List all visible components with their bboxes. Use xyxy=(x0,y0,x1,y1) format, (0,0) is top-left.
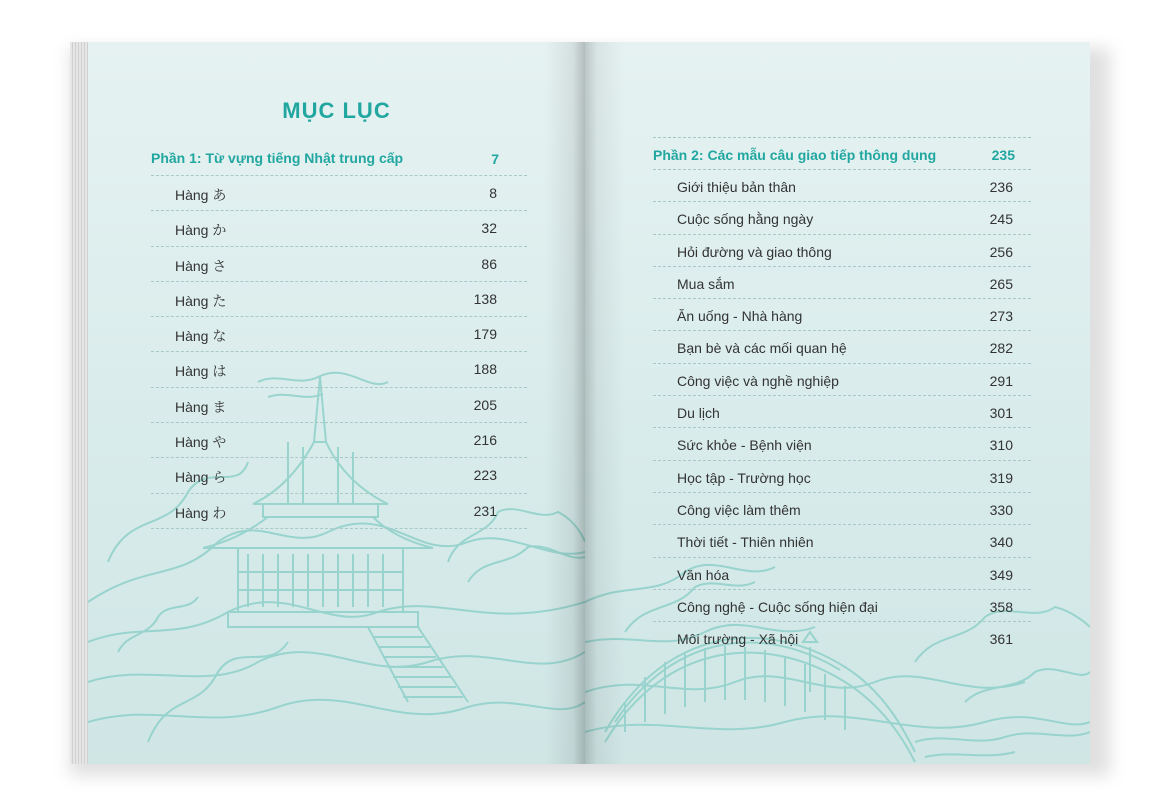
toc-entry[interactable] xyxy=(151,352,527,387)
entry-page-number: 358 xyxy=(989,598,1013,615)
toc-entry[interactable] xyxy=(653,461,1031,493)
toc-entry[interactable] xyxy=(653,525,1031,557)
left-page xyxy=(88,42,585,764)
entry-page-number: 330 xyxy=(989,501,1013,518)
entry-page-number: 223 xyxy=(473,467,497,484)
toc-entry[interactable] xyxy=(151,388,527,423)
entry-label: Hàng ま xyxy=(175,398,227,415)
toc-list-part-2 xyxy=(653,137,1031,653)
entry-page-number: 32 xyxy=(481,220,497,237)
entry-label: Hàng は xyxy=(175,363,227,380)
entry-page-number: 282 xyxy=(989,340,1013,357)
toc-entry[interactable] xyxy=(653,267,1031,299)
toc-title: MỤC LỤC xyxy=(282,98,391,123)
entry-label: Giới thiệu bản thân xyxy=(677,179,796,195)
toc-entry[interactable] xyxy=(151,494,527,529)
entry-page-number: 340 xyxy=(989,534,1013,551)
entry-page-number: 188 xyxy=(473,361,497,378)
toc-part-heading[interactable] xyxy=(151,143,527,176)
entry-label: Môi trường - Xã hội xyxy=(677,631,799,648)
right-page xyxy=(585,42,1090,764)
entry-page-number: 245 xyxy=(989,211,1013,228)
toc-entry[interactable] xyxy=(653,299,1031,331)
entry-page-number: 86 xyxy=(481,255,497,272)
entry-page-number: 301 xyxy=(989,405,1013,422)
toc-entry[interactable] xyxy=(151,282,527,317)
entry-label: Hàng た xyxy=(175,292,227,309)
entry-label: Văn hóa xyxy=(677,566,730,583)
toc-entry[interactable] xyxy=(653,396,1031,428)
toc-list-part-1 xyxy=(151,143,527,529)
entry-label: Ăn uống - Nhà hàng xyxy=(677,308,803,325)
toc-entry[interactable] xyxy=(653,170,1031,202)
entry-page-number: 349 xyxy=(989,566,1013,583)
toc-entry[interactable] xyxy=(653,235,1031,267)
entry-page-number: 310 xyxy=(989,437,1013,454)
toc-entry[interactable] xyxy=(151,211,527,246)
entry-page-number: 138 xyxy=(473,290,497,307)
part-title: Phần 1: Từ vựng tiếng Nhật trung cấp xyxy=(151,150,404,166)
entry-label: Hàng ら xyxy=(175,469,227,486)
entry-page-number: 8 xyxy=(489,185,497,201)
toc-entry[interactable] xyxy=(653,590,1031,622)
toc-entry[interactable] xyxy=(653,331,1031,363)
entry-label: Công việc làm thêm xyxy=(677,501,801,518)
entry-label: Hỏi đường và giao thông xyxy=(677,243,832,260)
entry-label: Bạn bè và các mối quan hệ xyxy=(677,340,847,357)
entry-label: Du lịch xyxy=(677,405,720,422)
entry-page-number: 361 xyxy=(989,631,1013,648)
entry-label: Mua sắm xyxy=(677,275,735,292)
page-edges xyxy=(70,42,90,764)
right-toc-content xyxy=(585,42,1090,764)
entry-page-number: 236 xyxy=(989,179,1013,195)
toc-entry[interactable] xyxy=(653,202,1031,234)
entry-label: Sức khỏe - Bệnh viện xyxy=(677,437,812,454)
entry-page-number: 291 xyxy=(989,372,1013,389)
toc-entry[interactable] xyxy=(653,558,1031,590)
entry-label: Hàng や xyxy=(175,434,227,451)
toc-entry[interactable] xyxy=(653,428,1031,460)
entry-label: Hàng さ xyxy=(175,257,227,274)
toc-part-heading[interactable] xyxy=(653,138,1031,170)
toc-entry[interactable] xyxy=(653,364,1031,396)
entry-page-number: 273 xyxy=(989,308,1013,325)
entry-label: Công việc và nghề nghiệp xyxy=(677,372,839,389)
toc-entry[interactable] xyxy=(151,458,527,493)
entry-label: Học tập - Trường học xyxy=(677,469,811,486)
part-page-number: 235 xyxy=(991,147,1015,163)
toc-entry[interactable] xyxy=(151,317,527,352)
toc-entry[interactable] xyxy=(653,622,1031,653)
entry-page-number: 265 xyxy=(989,275,1013,292)
entry-page-number: 319 xyxy=(989,469,1013,486)
toc-entry[interactable] xyxy=(151,247,527,282)
entry-label: Hàng な xyxy=(175,328,227,345)
entry-label: Thời tiết - Thiên nhiên xyxy=(677,534,814,551)
entry-label: Hàng わ xyxy=(175,504,227,521)
entry-label: Hàng あ xyxy=(175,187,227,203)
entry-page-number: 179 xyxy=(473,326,497,343)
entry-page-number: 216 xyxy=(473,432,497,449)
part-page-number: 7 xyxy=(491,151,499,167)
entry-label: Công nghệ - Cuộc sống hiện đại xyxy=(677,598,878,615)
toc-entry[interactable] xyxy=(151,423,527,458)
entry-page-number: 205 xyxy=(473,396,497,413)
toc-entry[interactable] xyxy=(151,176,527,211)
toc-entry[interactable] xyxy=(653,493,1031,525)
left-toc-content xyxy=(88,42,585,764)
entry-label: Hàng か xyxy=(175,222,227,239)
part-title: Phần 2: Các mẫu câu giao tiếp thông dụng xyxy=(653,147,937,163)
entry-page-number: 256 xyxy=(989,243,1013,260)
entry-label: Cuộc sống hằng ngày xyxy=(677,211,814,228)
entry-page-number: 231 xyxy=(473,502,497,519)
